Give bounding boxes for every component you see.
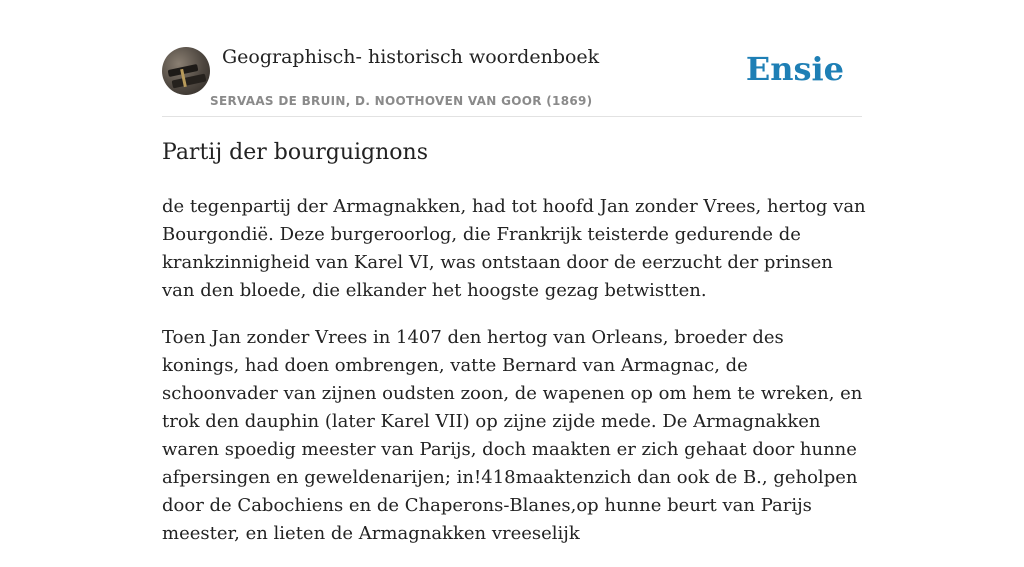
ensie-logo[interactable]: Ensie	[745, 50, 844, 88]
book-authors: SERVAAS DE BRUIN, D. NOOTHOVEN VAN GOOR (1869)	[210, 94, 593, 108]
book-title-link[interactable]: Geographisch- historisch woordenboek	[222, 46, 600, 68]
article-paragraph: de tegenpartij der Armagnakken, had tot hoofd Jan zonder Vrees, hertog van Bourgondië. Deze burgeroorlog, die Frankrijk teisterde gedurende de krankzinnigheid van Karel VI, was ontstaan door de eerzucht der prinsen van den bloede, die elkander het hoogste gezag betwistten.	[162, 196, 866, 301]
book-spine-shape	[172, 74, 207, 89]
article-title: Partij der bourguignons	[162, 140, 429, 165]
header	[162, 46, 862, 117]
article-paragraph: Toen Jan zonder Vrees in 1407 den hertog van Orleans, broeder des konings, had doen ombrengen, vatte Bernard van Armagnac, de schoonvader van zijnen oudsten zoon, de wapenen op om hem te wreken, en trok den dauphin (later Karel VII) op zijne zijde mede. De Armagnakken waren spoedig meester van Parijs, doch maakten er zich gehaat door hunne afpersingen en geweldenarijen; in!418maaktenzich dan ook de B., geholpen door de Cabochiens en de Chaperons-Blanes,op hunne beurt van Parijs meester, en lieten de Armagnakken vreeselijk	[162, 327, 863, 544]
article-body	[162, 193, 866, 567]
book-stack-icon[interactable]	[162, 47, 210, 95]
